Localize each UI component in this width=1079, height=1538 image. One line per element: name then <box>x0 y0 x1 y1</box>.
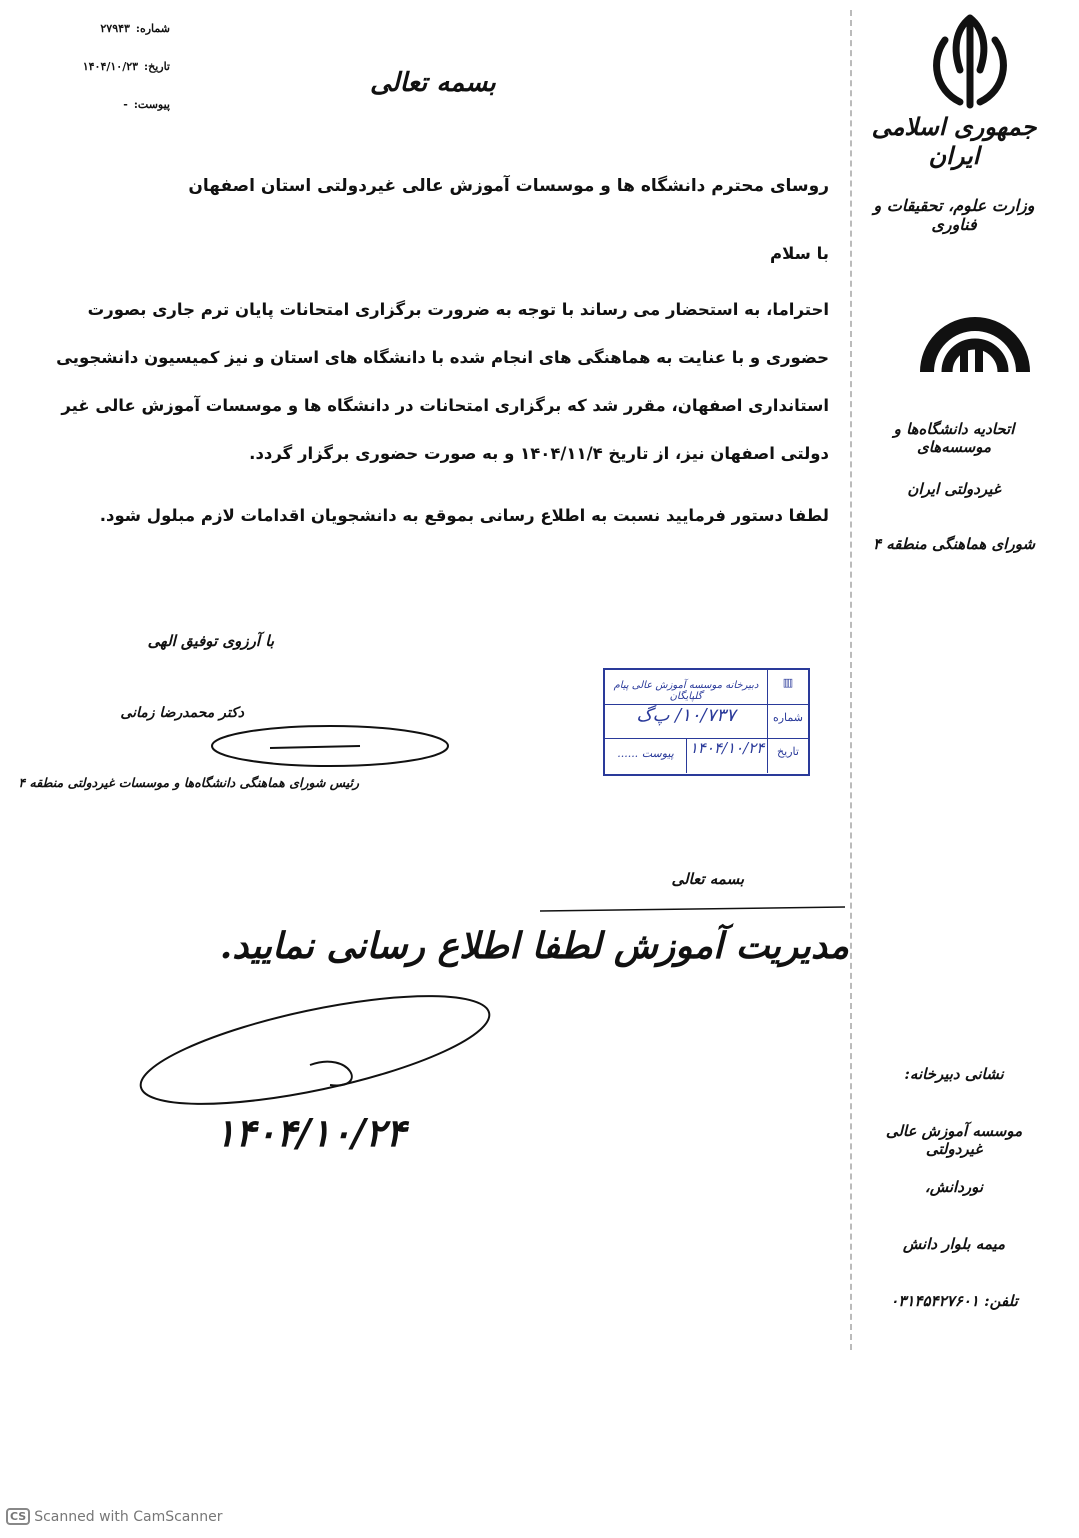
ministry-name: وزارت علوم، تحقیقات و فناوری <box>873 196 1035 234</box>
stamp-logo: ▥ <box>767 670 808 704</box>
stamp-date-label: تاریخ <box>767 739 808 773</box>
date-label: تاریخ: <box>144 60 170 73</box>
iran-emblem-icon <box>915 10 1025 110</box>
attachment-value: - <box>123 98 128 111</box>
signature <box>200 718 460 778</box>
signer-title: رئیس شورای هماهنگی دانشگاه‌ها و موسسات غیردولتی منطقه ۴ <box>18 775 359 790</box>
camscanner-watermark <box>6 1508 223 1525</box>
annotation-underline <box>540 905 850 915</box>
body-line: احتراما، به استحضار می رساند با توجه به ضرورت برگزاری امتحانات پایان ترم جاری بصورت <box>87 300 829 319</box>
annotation-instruction: مدیریت آموزش لطفا اطلاع رسانی نمایید. <box>219 925 849 967</box>
address-line2: نوردانش، <box>924 1178 984 1196</box>
stamp-attachment-value: ...... <box>617 747 639 760</box>
phone-number: تلفن: ۰۳۱۴۵۴۲۷۶۰۱ <box>890 1292 1018 1310</box>
annotation-date: ۱۴۰۴/۱۰/۲۴ <box>215 1110 407 1155</box>
address-label: نشانی دبیرخانه: <box>904 1065 1004 1083</box>
stamp-date-value: ۱۴۰۴/۱۰/۲۴ <box>686 739 767 773</box>
body-line: حضوری و با عنایت به هماهنگی های انجام شده با دانشگاه های استان و نیز کمیسیون دانشجویی <box>56 348 829 367</box>
body-line: دولتی اصفهان نیز، از تاریخ ۱۴۰۴/۱۱/۴ و به صورت حضوری برگزار گردد. <box>249 444 829 463</box>
letter-number <box>70 22 170 35</box>
union-line3: شورای هماهنگی منطقه ۴ <box>872 535 1036 553</box>
letter-attachment <box>70 98 170 111</box>
greeting: با سلام <box>770 244 829 263</box>
union-logo-icon <box>915 262 1035 382</box>
closing: با آرزوی توفیق الهی <box>147 632 274 650</box>
union-line2: غیردولتی ایران <box>907 480 1001 498</box>
stamp-number-label: شماره <box>767 705 808 739</box>
recipient: روسای محترم دانشگاه ها و موسسات آموزش عالی غیردولتی استان اصفهان <box>188 176 829 196</box>
signer-name: دکتر محمدرضا زمانی <box>120 705 244 721</box>
attachment-label: پیوست: <box>133 98 170 111</box>
letter-date <box>70 60 170 73</box>
sidebar-divider <box>850 10 852 1350</box>
receipt-stamp <box>603 668 810 776</box>
number-value: ۲۷۹۴۳ <box>100 22 130 35</box>
body-line: لطفا دستور فرمایید نسبت به اطلاع رسانی بموقع به دانشجویان اقدامات لازم مبلول شود. <box>99 506 829 525</box>
date-value: ۱۴۰۴/۱۰/۲۳ <box>82 60 139 73</box>
union-line1: اتحادیه دانشگاه‌ها و موسسه‌های <box>893 420 1015 456</box>
camscanner-text: Scanned with CamScanner <box>34 1508 223 1525</box>
stamp-institution: دبیرخانه موسسه آموزش عالی پیام گلپایگان <box>613 680 759 702</box>
country-name: جمهوری اسلامی ایران <box>871 112 1037 170</box>
address-line1: موسسه آموزش عالی غیردولتی <box>885 1122 1023 1158</box>
stamp-attachment-label: پیوست <box>641 747 674 760</box>
number-label: شماره: <box>135 22 170 35</box>
camscanner-logo: CS <box>6 1508 30 1525</box>
annotation-invocation: بسمه تعالی <box>671 870 744 888</box>
annotation-signature <box>130 990 510 1110</box>
stamp-number-value: ۱۰/۷۳۷/ پ‌گ <box>636 705 736 726</box>
invocation: بسمه تعالی <box>370 68 496 98</box>
address-line3: میمه بلوار دانش <box>902 1235 1006 1253</box>
body-line: استانداری اصفهان، مقرر شد که برگزاری امتحانات در دانشگاه ها و موسسات آموزش عالی غیر <box>61 396 829 415</box>
